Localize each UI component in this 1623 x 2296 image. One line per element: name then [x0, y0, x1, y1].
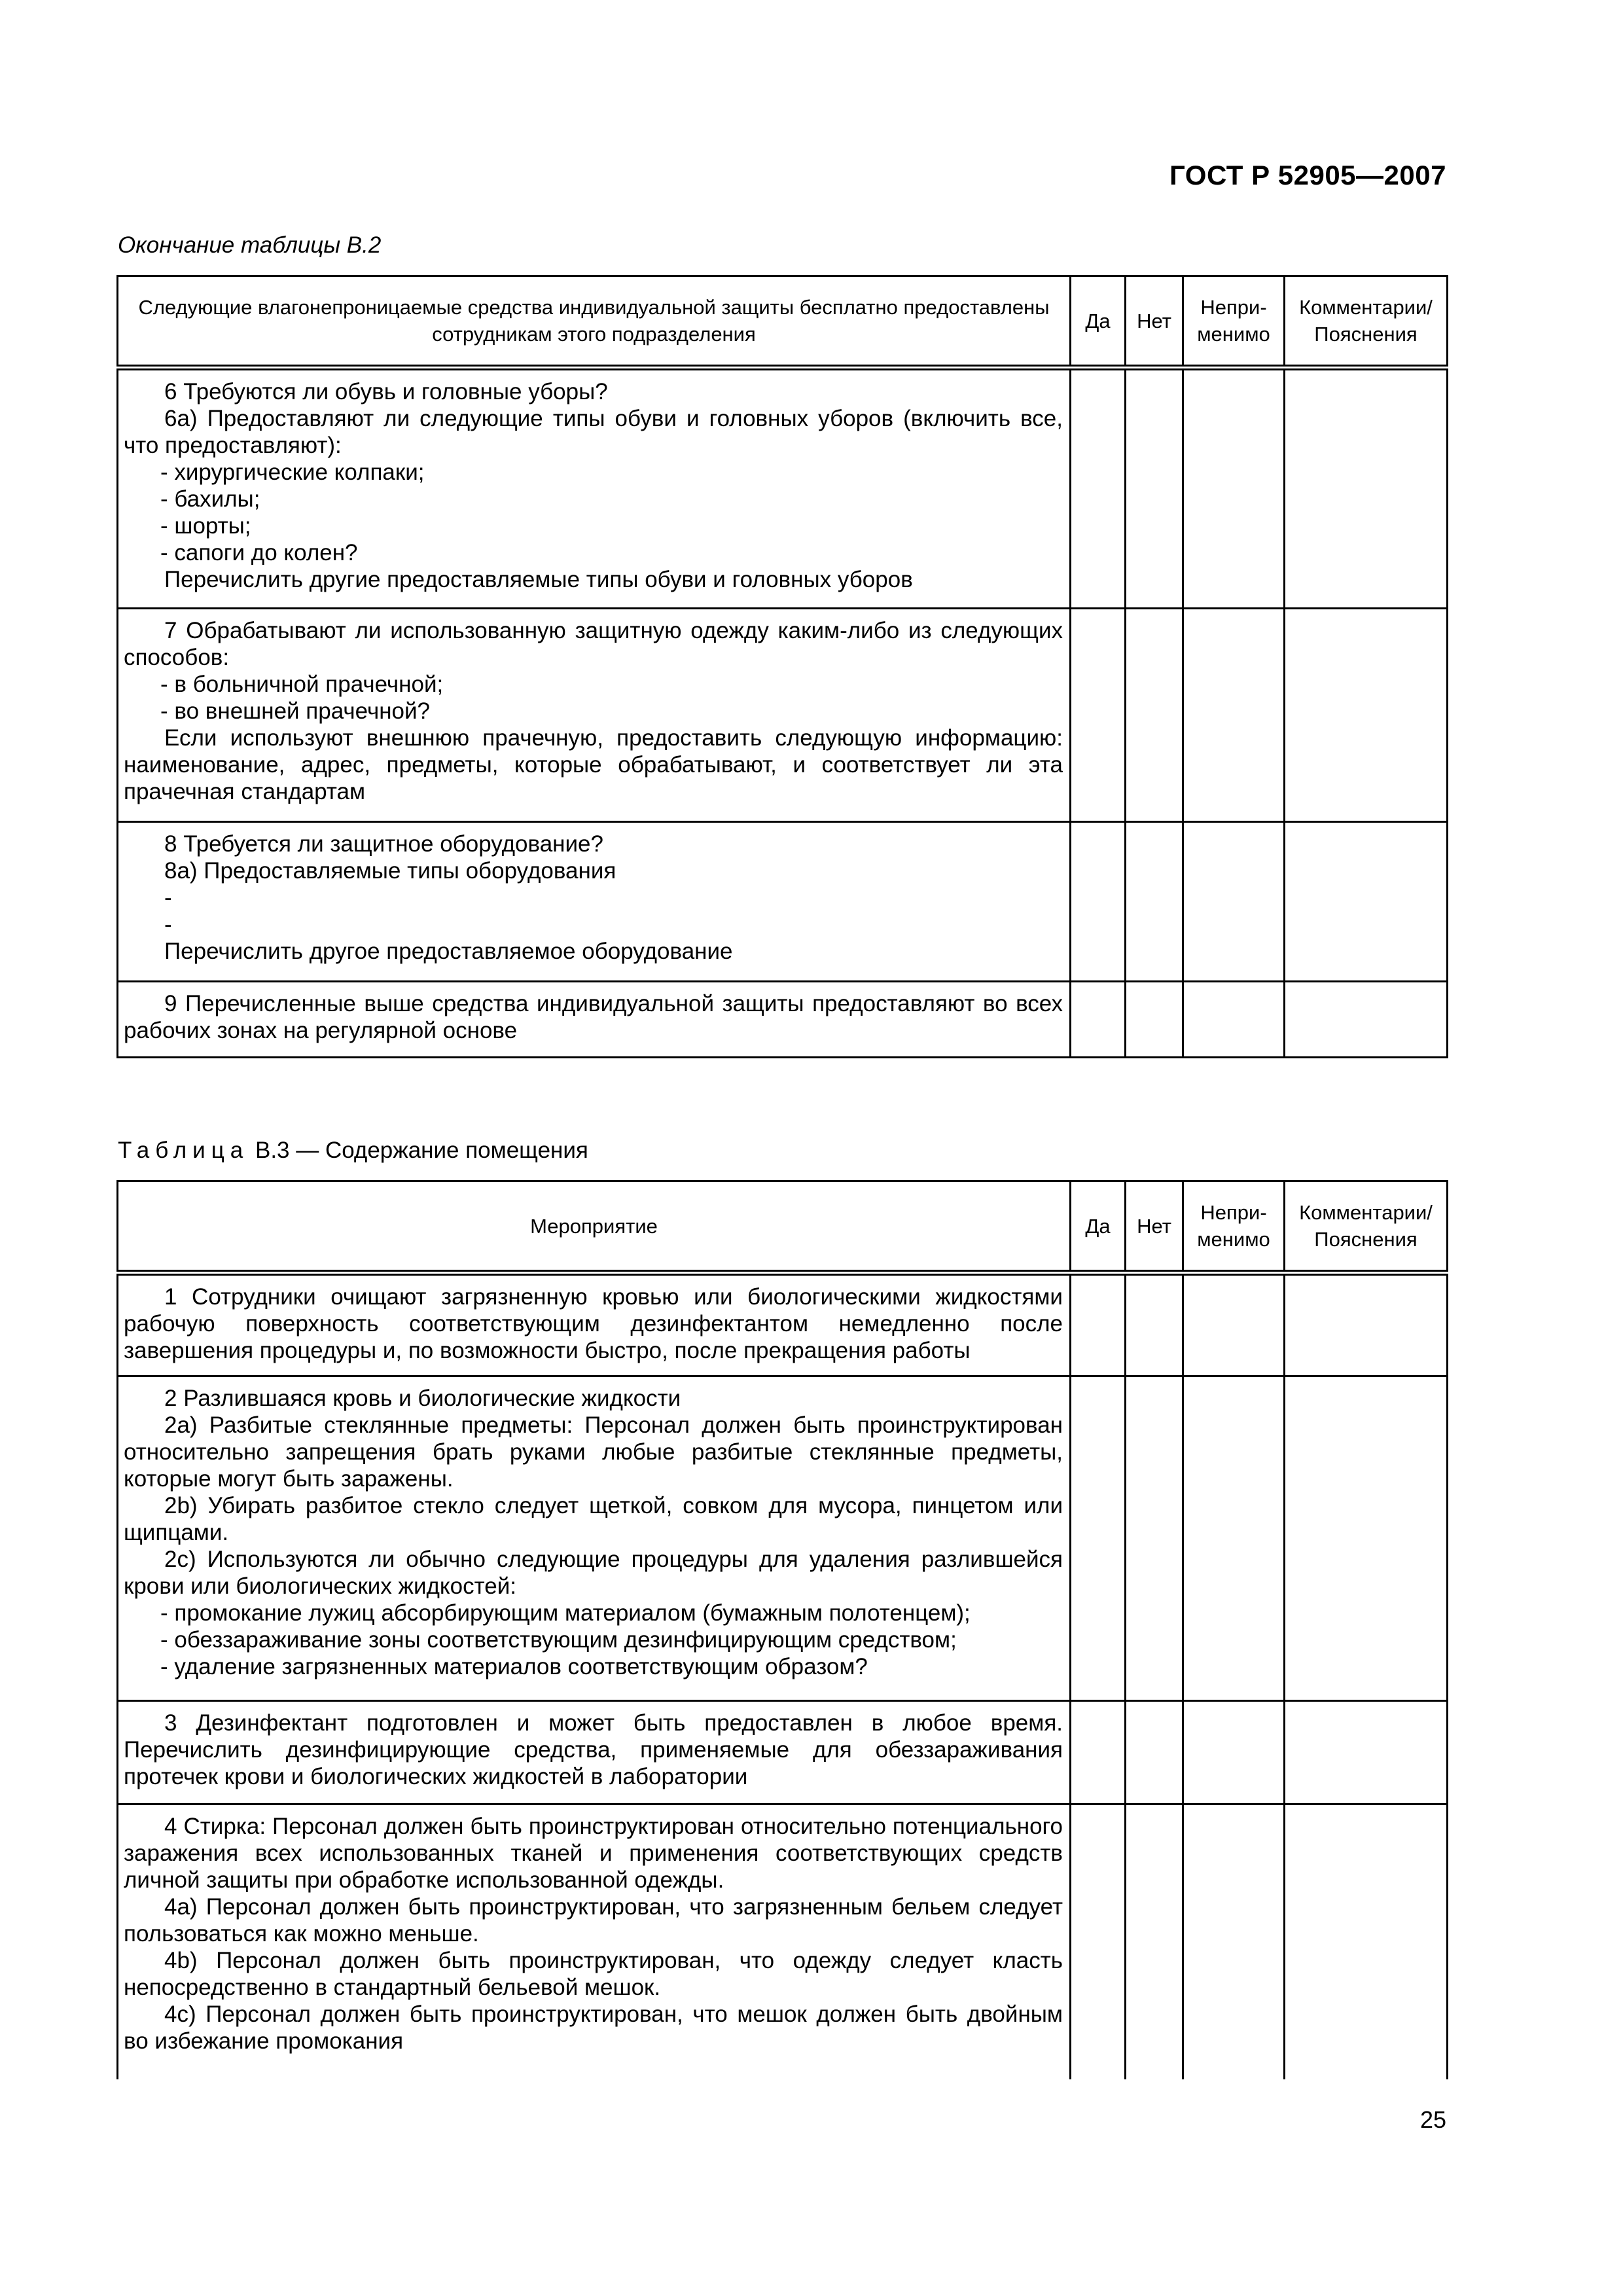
question-option: - удаление загрязненных материалов соответствующим образом?	[160, 1654, 868, 1679]
question-cell	[118, 1701, 1071, 1804]
not-applicable-line1: Непри-	[1200, 296, 1267, 319]
question-option: -	[164, 885, 172, 910]
question-option: - бахилы;	[160, 486, 260, 512]
answer-yes-cell[interactable]	[1071, 982, 1126, 1058]
answer-no-cell[interactable]	[1126, 1376, 1183, 1701]
answer-not-applicable-cell[interactable]	[1183, 609, 1285, 822]
answer-yes-cell[interactable]	[1071, 368, 1126, 609]
question-text: 3 Дезинфектант подготовлен и может быть предоставлен в любое время. Перечислить дезинфицирующие средства, применяемые для обеззараживания протечек крови и биологических жидкостей в лаборатории	[124, 1710, 1063, 1789]
table-b3	[116, 1180, 1448, 2079]
question-text: Если используют внешнюю прачечную, предоставить следующую информацию: наименование, адрес, предметы, которые обрабатывают, и соответствует ли эта прачечная стандартам	[124, 725, 1063, 804]
answer-no-cell[interactable]	[1126, 822, 1183, 982]
table-row	[118, 1273, 1448, 1376]
question-option: - хирургические колпаки;	[160, 459, 425, 485]
table-row	[118, 982, 1448, 1058]
question-cell	[118, 1273, 1071, 1376]
not-applicable-line2: менимо	[1197, 1228, 1270, 1251]
answer-no-cell[interactable]	[1126, 1804, 1183, 2079]
answer-yes-cell[interactable]	[1071, 1376, 1126, 1701]
column-header-yes: Да	[1071, 1181, 1126, 1273]
table-b2-caption: Окончание таблицы В.2	[118, 232, 382, 258]
question-option: - во внешней прачечной?	[160, 698, 431, 724]
question-option: - в больничной прачечной;	[160, 672, 444, 697]
question-text: 2с) Используются ли обычно следующие процедуры для удаления разлившейся крови или биологических жидкостей:	[124, 1547, 1063, 1599]
question-text: 1 Сотрудники очищают загрязненную кровью или биологическими жидкостями рабочую поверхность соответствующим дезинфектантом немедленно после завершения процедуры и, по возможности быстро, после прекращения работы	[124, 1284, 1063, 1363]
answer-yes-cell[interactable]	[1071, 1273, 1126, 1376]
question-text: 6а) Предоставляют ли следующие типы обуви и головных уборов (включить все, что предоставляют):	[124, 406, 1063, 458]
question-cell	[118, 822, 1071, 982]
question-text: Перечислить другие предоставляемые типы обуви и головных уборов	[164, 567, 913, 592]
question-option: - промокание лужиц абсорбирующим материалом (бумажным полотенцем);	[160, 1600, 971, 1626]
comment-cell[interactable]	[1285, 368, 1448, 609]
table-row	[118, 1701, 1448, 1804]
question-text: 4а) Персонал должен быть проинструктирован, что загрязненным бельем следует пользоваться как можно меньше.	[124, 1894, 1063, 1946]
table-row	[118, 1376, 1448, 1701]
answer-no-cell[interactable]	[1126, 1273, 1183, 1376]
question-option: - сапоги до колен?	[160, 540, 358, 565]
answer-not-applicable-cell[interactable]	[1183, 1804, 1285, 2079]
comment-cell[interactable]	[1285, 1701, 1448, 1804]
column-header-main: Следующие влагонепроницаемые средства индивидуальной защиты бесплатно предоставлены сотрудникам этого подразделения	[118, 276, 1071, 368]
comments-line1: Комментарии/	[1299, 296, 1433, 319]
question-text: 9 Перечисленные выше средства индивидуальной защиты предоставляют во всех рабочих зонах на регулярной основе	[124, 991, 1063, 1043]
not-applicable-line1: Непри-	[1200, 1201, 1267, 1224]
answer-no-cell[interactable]	[1126, 982, 1183, 1058]
question-cell	[118, 1804, 1071, 2079]
answer-yes-cell[interactable]	[1071, 1701, 1126, 1804]
question-text: 4b) Персонал должен быть проинструктирован, что одежду следует класть непосредственно в стандартный бельевой мешок.	[124, 1948, 1063, 2000]
question-text: Перечислить другое предоставляемое оборудование	[164, 939, 733, 964]
table-b3-caption-label: Таблица	[118, 1138, 249, 1163]
column-header-no: Нет	[1126, 276, 1183, 368]
question-cell	[118, 609, 1071, 822]
answer-not-applicable-cell[interactable]	[1183, 368, 1285, 609]
comment-cell[interactable]	[1285, 982, 1448, 1058]
answer-no-cell[interactable]	[1126, 368, 1183, 609]
table-row	[118, 609, 1448, 822]
column-header-not-applicable	[1183, 276, 1285, 368]
page-number: 25	[1419, 2106, 1446, 2133]
not-applicable-line2: менимо	[1197, 323, 1270, 346]
question-text: 2а) Разбитые стеклянные предметы: Персонал должен быть проинструктирован относительно запрещения брать руками любые разбитые стеклянные предметы, которые могут быть заражены.	[124, 1412, 1063, 1492]
comment-cell[interactable]	[1285, 822, 1448, 982]
table-row	[118, 368, 1448, 609]
column-header-not-applicable	[1183, 1181, 1285, 1273]
question-option: - обеззараживание зоны соответствующим дезинфицирующим средством;	[160, 1627, 957, 1653]
question-text: 7 Обрабатывают ли использованную защитную одежду каким-либо из следующих способов:	[124, 618, 1063, 670]
question-option: - шорты;	[160, 513, 251, 539]
table-header-row	[118, 276, 1448, 368]
question-text: 2b) Убирать разбитое стекло следует щеткой, совком для мусора, пинцетом или щипцами.	[124, 1493, 1063, 1545]
comment-cell[interactable]	[1285, 1376, 1448, 1701]
question-cell	[118, 1376, 1071, 1701]
answer-yes-cell[interactable]	[1071, 822, 1126, 982]
comment-cell[interactable]	[1285, 609, 1448, 822]
question-text: 4с) Персонал должен быть проинструктирован, что мешок должен быть двойным во избежание промокания	[124, 2001, 1063, 2054]
column-header-comments	[1285, 1181, 1448, 1273]
question-text: 2 Разлившаяся кровь и биологические жидкости	[164, 1386, 681, 1411]
answer-not-applicable-cell[interactable]	[1183, 1273, 1285, 1376]
comment-cell[interactable]	[1285, 1273, 1448, 1376]
question-text: 6 Требуются ли обувь и головные уборы?	[164, 379, 608, 404]
column-header-yes: Да	[1071, 276, 1126, 368]
question-text: 4 Стирка: Персонал должен быть проинструктирован относительно потенциального заражения всех использованных тканей и применения соответствующих средств личной защиты при обработке использованной одежды.	[124, 1814, 1063, 1893]
answer-no-cell[interactable]	[1126, 1701, 1183, 1804]
column-header-comments	[1285, 276, 1448, 368]
answer-not-applicable-cell[interactable]	[1183, 1376, 1285, 1701]
answer-yes-cell[interactable]	[1071, 1804, 1126, 2079]
answer-yes-cell[interactable]	[1071, 609, 1126, 822]
comments-line2: Пояснения	[1314, 1228, 1418, 1251]
answer-not-applicable-cell[interactable]	[1183, 1701, 1285, 1804]
table-header-row	[118, 1181, 1448, 1273]
question-cell	[118, 982, 1071, 1058]
comment-cell[interactable]	[1285, 1804, 1448, 2079]
table-row	[118, 822, 1448, 982]
table-row	[118, 1804, 1448, 2079]
question-cell	[118, 368, 1071, 609]
question-text: 8а) Предоставляемые типы оборудования	[164, 858, 616, 884]
column-header-main: Мероприятие	[118, 1181, 1071, 1273]
comments-line2: Пояснения	[1314, 323, 1418, 346]
document-code: ГОСТ Р 52905—2007	[1169, 160, 1446, 190]
table-b2	[116, 275, 1448, 1058]
question-text: 8 Требуется ли защитное оборудование?	[164, 831, 603, 857]
table-b3-caption-title: В.3 — Содержание помещения	[255, 1138, 588, 1163]
table-b3-caption	[118, 1138, 588, 1164]
column-header-no: Нет	[1126, 1181, 1183, 1273]
comments-line1: Комментарии/	[1299, 1201, 1433, 1224]
answer-not-applicable-cell[interactable]	[1183, 982, 1285, 1058]
question-option: -	[164, 912, 172, 937]
answer-not-applicable-cell[interactable]	[1183, 822, 1285, 982]
answer-no-cell[interactable]	[1126, 609, 1183, 822]
